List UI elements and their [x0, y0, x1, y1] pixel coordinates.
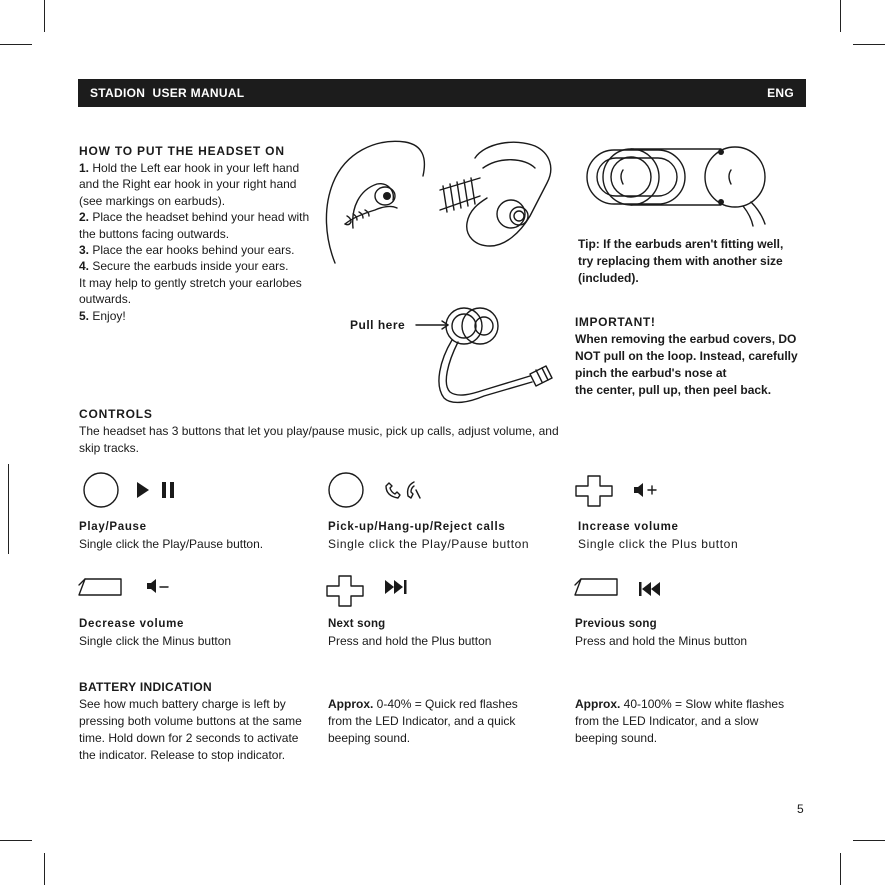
control-previous-song	[575, 616, 815, 650]
header-bar	[78, 79, 806, 107]
next-song-icon	[327, 570, 437, 610]
put-on-heading: HOW TO PUT THE HEADSET ON	[79, 144, 285, 158]
control-next-song	[328, 616, 568, 650]
put-on-steps	[79, 160, 311, 324]
crop-mark	[853, 44, 885, 45]
manual-title: STADION USER MANUAL	[90, 86, 245, 100]
control-play-pause	[79, 519, 319, 553]
step: 5. Enjoy!	[79, 308, 126, 323]
page-number: 5	[797, 802, 804, 816]
control-desc: Single click the Play/Pause button.	[79, 537, 264, 551]
control-title: Pick-up/Hang-up/Reject calls	[328, 521, 506, 533]
tip-text: Tip: If the earbuds aren't fitting well, try replacing them with another size (included).	[578, 237, 784, 285]
control-title: Increase volume	[578, 521, 679, 533]
control-title: Next song	[328, 618, 386, 630]
previous-song-icon	[575, 573, 685, 603]
crop-mark	[44, 0, 45, 32]
crop-mark	[0, 44, 32, 45]
important-line: When removing the earbud covers, DO	[575, 332, 797, 346]
play-pause-button-icon	[79, 472, 189, 512]
minus-button-icon	[79, 573, 189, 603]
step: 3. Place the ear hooks behind your ears.	[79, 243, 295, 258]
control-title: Play/Pause	[79, 521, 147, 533]
crop-mark	[840, 853, 841, 885]
head-illustration	[315, 128, 575, 268]
battery-low-text: 0-40% = Quick red flashes from the LED Indicator, and a quick beeping sound.	[328, 697, 518, 745]
crop-mark	[853, 840, 885, 841]
crop-mark	[8, 464, 9, 554]
put-on-section	[79, 144, 311, 324]
battery-heading: BATTERY INDICATION	[79, 680, 212, 694]
earbud-cover-illustration	[412, 300, 562, 410]
battery-section	[79, 679, 311, 764]
important-text	[575, 331, 805, 399]
battery-high	[575, 696, 800, 747]
control-desc: Single click the Play/Pause button	[328, 537, 530, 551]
control-title: Decrease volume	[79, 618, 185, 630]
call-button-icon	[328, 472, 438, 512]
control-desc: Press and hold the Plus button	[328, 634, 492, 648]
controls-intro: The headset has 3 buttons that let you play/pause music, pick up calls, adjust volume, and skip tracks.	[79, 424, 559, 455]
crop-mark	[44, 853, 45, 885]
battery-high-text: 40-100% = Slow white flashes from the LED Indicator, and a slow beeping sound.	[575, 697, 785, 745]
control-desc: Single click the Minus button	[79, 634, 232, 648]
crop-mark	[0, 840, 32, 841]
pull-here-label: Pull here	[350, 318, 406, 332]
controls-section	[79, 407, 559, 457]
control-calls	[328, 519, 568, 553]
control-decrease-volume	[79, 616, 319, 650]
controls-heading: CONTROLS	[79, 407, 153, 421]
crop-mark	[840, 0, 841, 32]
control-increase-volume	[578, 519, 808, 553]
language-label: ENG	[767, 86, 794, 100]
step: 2. Place the headset behind your head with the buttons facing outwards.	[79, 210, 310, 241]
battery-low	[328, 696, 538, 747]
control-desc: Single click the Plus button	[578, 537, 739, 551]
step: 1. Hold the Left ear hook in your left hand and the Right ear hook in your right hand (see markings on earbuds).	[79, 161, 300, 208]
important-line: the center, pull up, then peel back.	[575, 383, 772, 397]
control-desc: Press and hold the Minus button	[575, 634, 748, 648]
earbud-tips-illustration	[585, 140, 785, 230]
step-note: It may help to gently stretch your earlobes outwards.	[79, 275, 302, 307]
battery-text: See how much battery charge is left by pressing both volume buttons at the same time. Hold down for 2 seconds to activate the indicator. Release to stop indicator.	[79, 697, 302, 762]
important-section	[575, 314, 805, 399]
important-heading: IMPORTANT!	[575, 315, 656, 329]
important-line: pinch the earbud's nose at	[575, 366, 727, 380]
control-title: Previous song	[575, 618, 657, 630]
plus-button-icon	[576, 470, 676, 510]
important-line: NOT pull on the loop. Instead, carefully	[575, 349, 798, 363]
approx-label: Approx.	[575, 697, 621, 711]
approx-label: Approx.	[328, 697, 374, 711]
step: 4. Secure the earbuds inside your ears.	[79, 259, 289, 274]
